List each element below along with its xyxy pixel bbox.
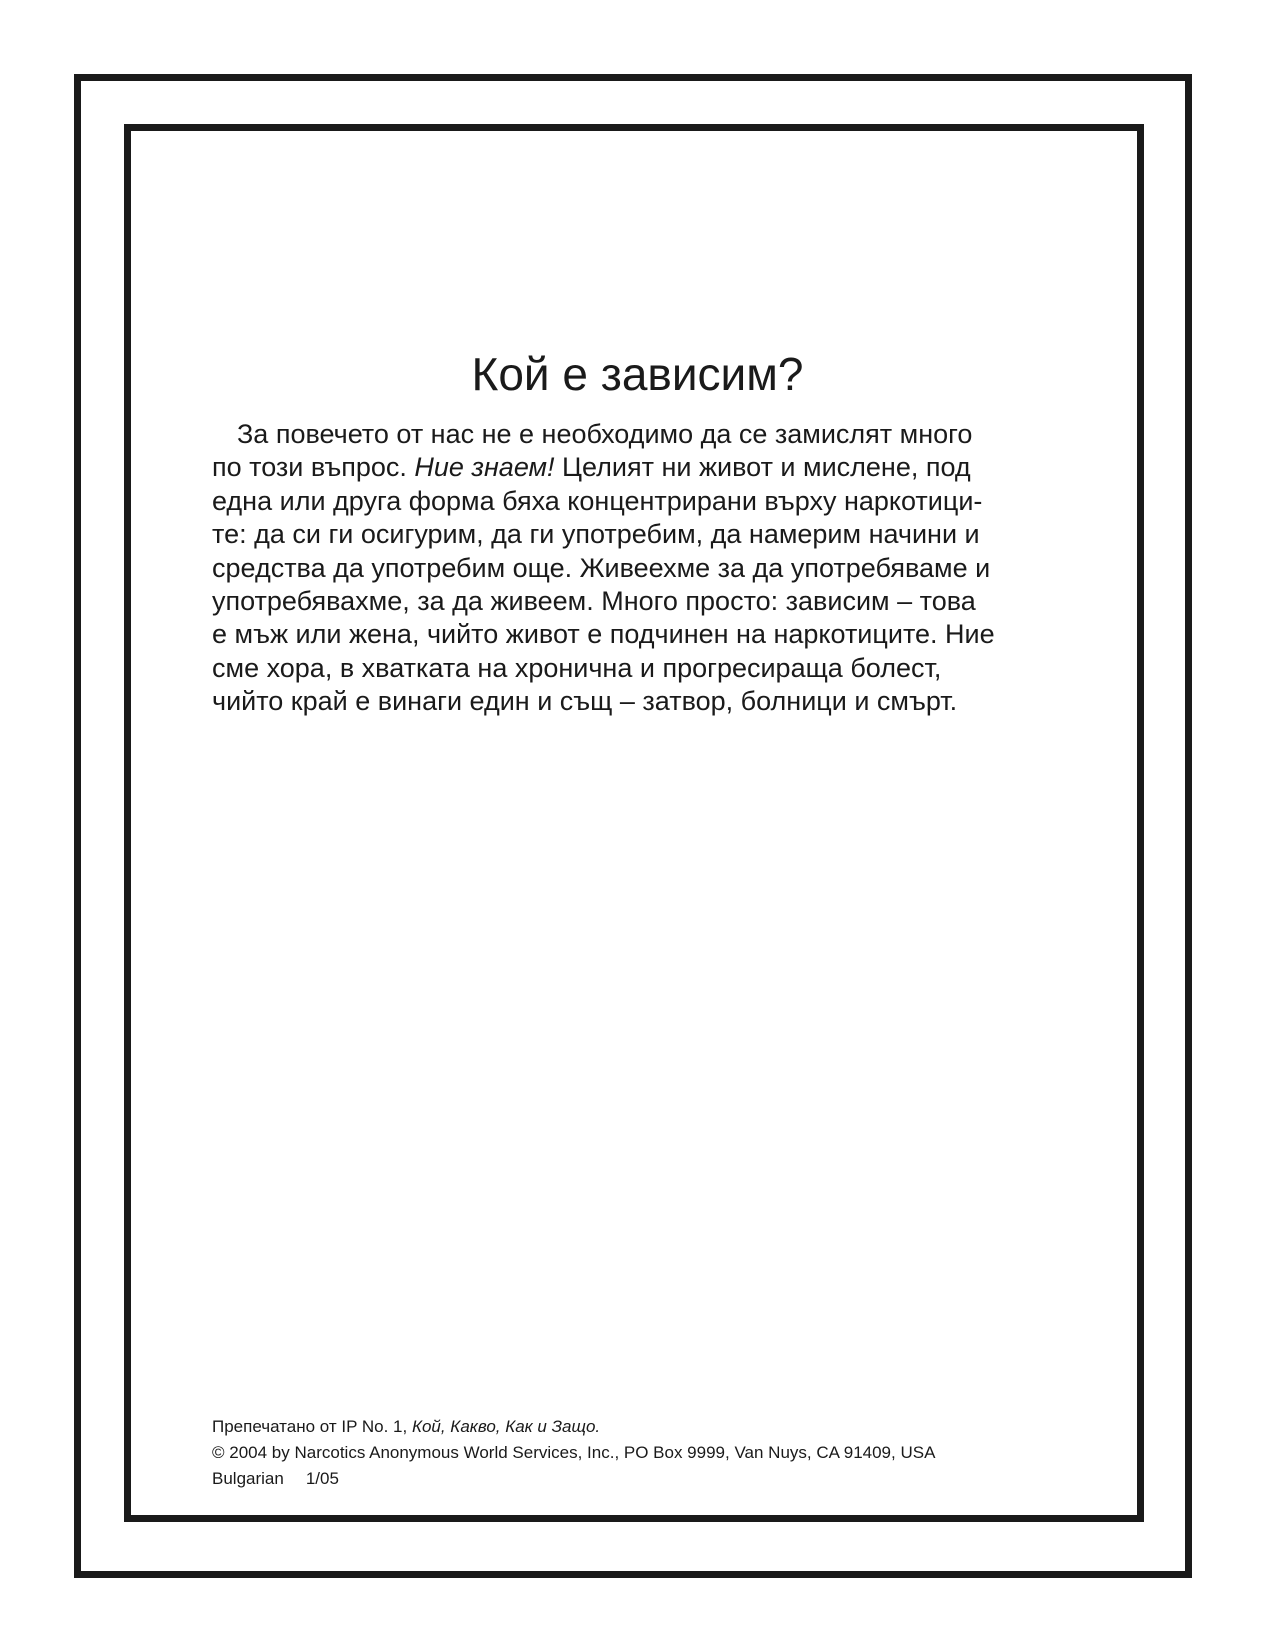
language-label: Bulgarian xyxy=(212,1469,284,1488)
edition-line xyxy=(212,1466,935,1492)
paragraph-line: чийто край е винаги един и същ – затвор, болници и смърт. xyxy=(212,686,958,717)
paragraph-line: е мъж или жена, чийто живот е подчинен на наркотиците. Ние xyxy=(212,619,995,650)
paragraph-line xyxy=(212,451,1062,484)
paragraph-line: една или друга форма бяха концентрирани върху наркотици- xyxy=(212,485,983,516)
paragraph-line: употребявахме, за да живеем. Много просто: зависим – това xyxy=(212,586,976,617)
paragraph-line: сме хора, в хватката на хронична и прогресираща болест, xyxy=(212,652,942,683)
paragraph-line: средства да употребим още. Живеехме за да употребяваме и xyxy=(212,552,991,583)
footer-notes xyxy=(212,1414,935,1492)
page-title: Кой е зависим? xyxy=(471,348,804,400)
paragraph-line-end: Целият ни живот и мислене, под xyxy=(554,452,971,483)
reprint-prefix: Препечатано от IP No. 1, xyxy=(212,1417,412,1436)
reprint-note xyxy=(212,1414,935,1440)
emphasized-phrase: Ние знаем! xyxy=(414,452,555,483)
paragraph-line: За повечето от нас не е необходимо да се замислят много xyxy=(237,419,973,449)
edition-code: 1/05 xyxy=(305,1469,339,1488)
paragraph-line: те: да си ги осигурим, да ги употребим, да намерим начини и xyxy=(212,519,980,550)
copyright-line: © 2004 by Narcotics Anonymous World Services, Inc., PO Box 9999, Van Nuys, CA 91409, USA xyxy=(212,1443,936,1462)
paragraph-line-start: по този въпрос. xyxy=(212,452,415,483)
reprint-title: Кой, Какво, Как и Защо. xyxy=(411,1417,601,1436)
inner-border-frame xyxy=(124,124,1144,1522)
body-paragraph xyxy=(212,418,1062,719)
